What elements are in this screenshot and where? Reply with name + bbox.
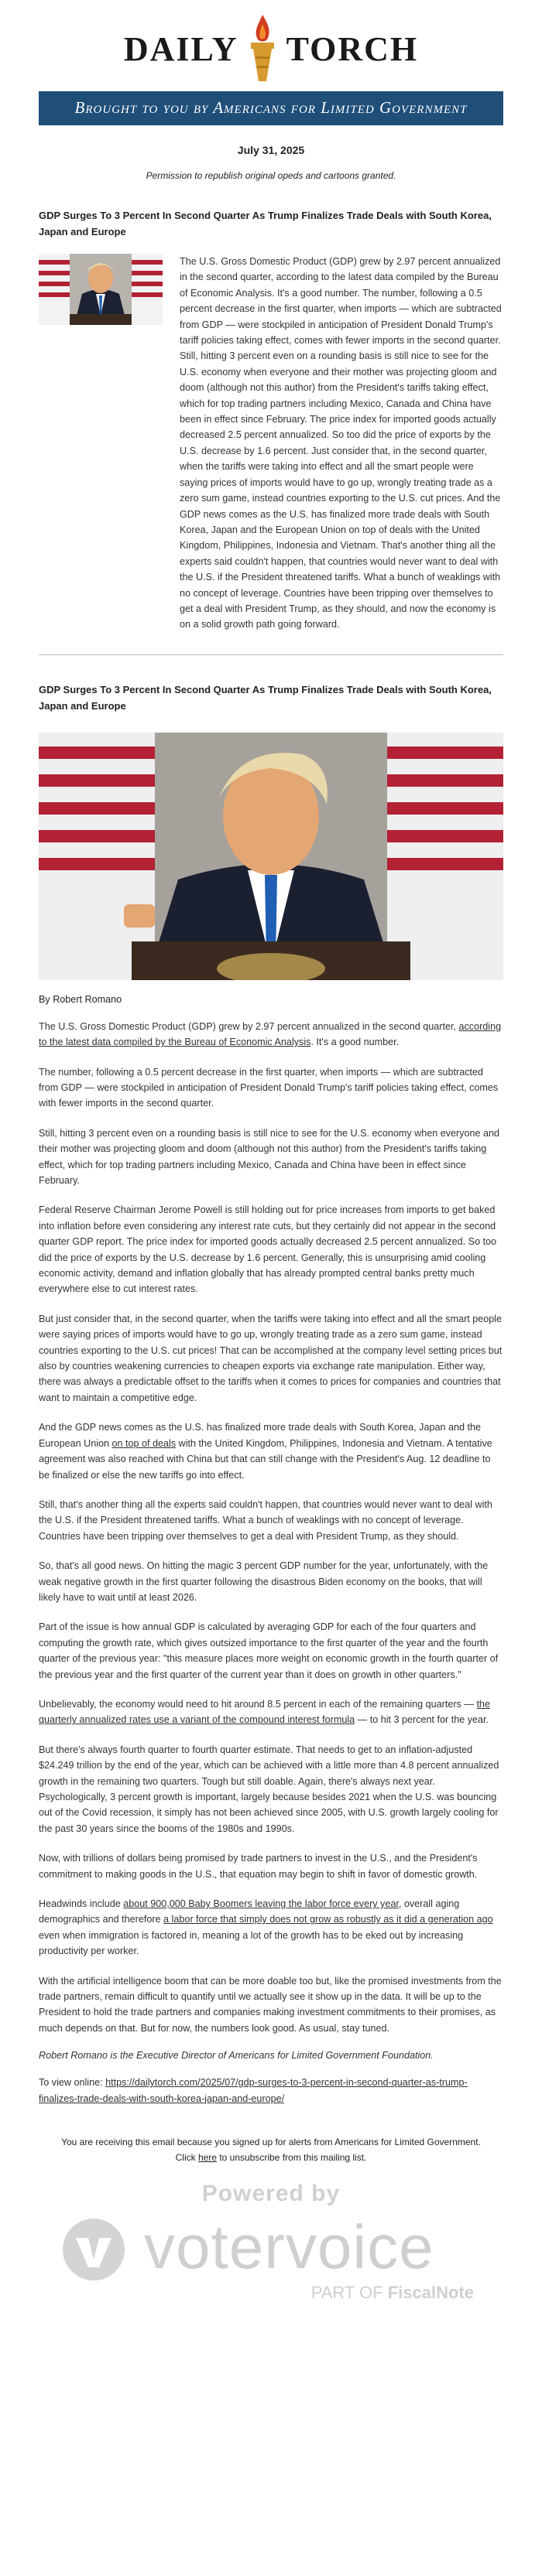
fiscalnote-wordmark: PART OF FiscalNote bbox=[310, 2283, 474, 2303]
summary-headline[interactable]: GDP Surges To 3 Percent In Second Quarter As Trump Finalizes Trade Deals with South Korea, Japan and Europe bbox=[39, 210, 492, 237]
unsubscribe-line: Click here to unsubscribe from this mailing list. bbox=[175, 2152, 367, 2164]
article-paragraph: And the GDP news comes as the U.S. has finalized more trade deals with South Korea, Japan and the European Union on top of deals with the United Kingdom, Philippines, Indonesia and Vietnam. A tentative agreement was also reached with China but that can still change with the President's Aug. 12 deadline to be finalized or else the new tariffs go into effect. bbox=[39, 1422, 492, 1481]
summary-text: The U.S. Gross Domestic Product (GDP) grew by 2.97 percent annualized in the second quarter, according to the latest data compiled by the Bureau of Economic Analysis. It's a good number. The number, following a 0.5 percent decrease in the first quarter, when imports — which are subtracted from GDP — were stockpiled in anticipation of President Donald Trump's tariff policies taking effect, comes with fewer imports in the second quarter. Still, hitting 3 percent even on a rounding basis is still nice to see for the U.S. economy when everyone and their mother was projecting gloom and doom (although not this author) from the President's tariffs taking effect, which for top trading partners including Mexico, Canada and China have been in effect since February. The price index for imported goods actually decreased 2.5 percent annualized. So too did the price of exports by the U.S. decrease by 1.6 percent. Just consider that, in the second quarter, when the tariffs were taking into effect and all the smart people were saying prices of imports would have to go up, wrongly treating trade as a zero sum game, instead countries exporting to the U.S. cut prices. And the GDP news comes as the U.S. has finalized more trade deals with South Korea, Japan and the European Union on top of deals with the United Kingdom, Philippines, Indonesia and Vietnam. That's another thing all the experts said couldn't happen, that countries would never want to deal with the U.S. if the President threatened tariffs. What a bunch of weaklings with no concept of leverage. Countries have been tripping over themselves to get a deal with President Trump, as they should, and now the economy is on a solid growth path going forward. bbox=[180, 256, 502, 630]
powered-by-logo[interactable] bbox=[39, 2181, 503, 2312]
torch-icon bbox=[245, 13, 280, 84]
article-byline: By Robert Romano bbox=[39, 993, 122, 1005]
votervoice-logo-icon bbox=[59, 2215, 129, 2284]
tagline-bar bbox=[39, 91, 503, 125]
article-paragraph: Still, hitting 3 percent even on a rounding basis is still nice to see for the U.S. economy when everyone and their mother was projecting gloom and doom (although not this author) from the President's tariffs taking effect, which for top trading partners including Mexico, Canada and China have been in effect since February. bbox=[39, 1127, 500, 1186]
author-bio: Robert Romano is the Executive Director of Americans for Limited Government Foundation. bbox=[39, 2050, 434, 2062]
article-hero-image[interactable] bbox=[39, 733, 503, 980]
votervoice-wordmark: votervoice bbox=[144, 2212, 434, 2282]
receiving-note: You are receiving this email because you signed up for alerts from Americans for Limited Government. bbox=[61, 2137, 481, 2148]
article-headline[interactable]: GDP Surges To 3 Percent In Second Quarter As Trump Finalizes Trade Deals with South Korea, Japan and Europe bbox=[39, 683, 492, 712]
trade-deals-link[interactable]: on top of deals bbox=[111, 1437, 177, 1449]
article-paragraph: But there's always fourth quarter to fourth quarter estimate. That needs to get to an inflation-adjusted $24.249 trillion by the end of the year, which can be achieved with a little more than 4.8 percent annualized growth in the remaining two quarters. Tough but still doable. Again, there's always next year. Psychologically, 3 percent growth is important, largely because besides 2021 when the U.S. was bouncing out of the Covid recession, it simply has not been achieved since 2005, with U.S. growth largely cooling for the past 30 years since the booms of the 1980s and 1990s. bbox=[39, 1744, 499, 1834]
email-container bbox=[39, 0, 503, 2312]
compound-interest-link[interactable]: the quarterly annualized rates use a variant of the compound interest formula bbox=[39, 1698, 490, 1726]
tagline-text: Brought to you by Americans for Limited Government bbox=[74, 98, 468, 117]
powered-by-text: Powered by bbox=[201, 2181, 341, 2207]
article-paragraph: So, that's all good news. On hitting the magic 3 percent GDP number for the year, unfortunately, with the weak negative growth in the first quarter following the disastrous Biden economy on the books, that will likely have to wait until at least 2026. bbox=[39, 1560, 489, 1603]
article-paragraph: Now, with trillions of dollars being promised by trade partners to invest in the U.S., and the President's commitment to making goods in the U.S., that equation may begin to shift in favor of domestic growth. bbox=[39, 1853, 478, 1880]
article-thumbnail-image[interactable] bbox=[39, 254, 163, 325]
article-paragraph: The number, following a 0.5 percent decrease in the first quarter, when imports — which are subtracted from GDP — were stockpiled in anticipation of President Donald Trump's tariff policies taking effect, comes with fewer imports in the second quarter. bbox=[39, 1066, 499, 1109]
article-paragraph: The U.S. Gross Domestic Product (GDP) grew by 2.97 percent annualized in the second quarter, according to the latest data compiled by the Bureau of Economic Analysis. It's a good number. bbox=[39, 1020, 502, 1048]
article-body bbox=[39, 1019, 503, 2037]
labor-force-link[interactable]: a labor force that simply does not grow as robustly as it did a generation ago bbox=[163, 1914, 493, 1925]
article-paragraph: With the artificial intelligence boom that can be more doable too but, like the promised investments from the trade partners, remain difficult to quantify until we actually see it show up in the data. It will be up to the President to hold the trade partners and companies making investment commitments to their promises, as much depends on that. But for now, the numbers look good. As usual, stay tuned. bbox=[39, 1975, 502, 2034]
view-online: To view online: https://dailytorch.com/2025/07/gdp-surges-to-3-percent-in-second-quarter-as-trump-finalizes-trade-deals-with-south-korea-japan-and-europe/ bbox=[39, 2077, 468, 2104]
article-paragraph: Part of the issue is how annual GDP is calculated by averaging GDP for each of the four quarters and computing the growth rate, which gives outsized importance to the first quarter of the year and the fourth quarter of the previous year: "this measure places more weight on economic growth in the fourth quarter of the previous year and the first quarter of the current year than it does on growth in other quarters." bbox=[39, 1621, 499, 1680]
article-paragraph: Still, that's another thing all the experts said couldn't happen, that countries would never want to deal with the U.S. if the President threatened tariffs. What a bunch of weaklings with no concept of leverage. Countries have been tripping over themselves to get a deal with President Trump, as they should. bbox=[39, 1498, 492, 1542]
permission-note: Permission to republish original opeds and cartoons granted. bbox=[146, 170, 396, 181]
masthead bbox=[39, 0, 503, 87]
article-paragraph: Unbelievably, the economy would need to hit around 8.5 percent in each of the remaining quarters — the quarterly annualized rates use a variant of the compound interest formula — to hit 3 percent for the year. bbox=[39, 1698, 490, 1726]
unsubscribe-link[interactable]: here bbox=[197, 2152, 217, 2164]
masthead-word-daily: DAILY bbox=[123, 29, 238, 68]
baby-boomers-link[interactable]: about 900,000 Baby Boomers leaving the labor force every year bbox=[123, 1898, 399, 1910]
view-online-link[interactable]: https://dailytorch.com/2025/07/gdp-surges-to-3-percent-in-second-quarter-as-trump-finalizes-trade-deals-with-south-korea-japan-and-europe/ bbox=[39, 2077, 468, 2104]
article-paragraph: Headwinds include about 900,000 Baby Boomers leaving the labor force every year, overall aging demographics and therefore a labor force that simply does not grow as robustly as it did a generation ago even when immigration is factored in, meaning a lot of the growth has to be eked out by increasing productivity per worker. bbox=[39, 1898, 493, 1957]
email-footer bbox=[39, 2134, 503, 2165]
section-divider bbox=[39, 654, 503, 655]
bea-data-link[interactable]: according to the latest data compiled by the Bureau of Economic Analysis bbox=[39, 1020, 502, 1048]
article-paragraph: Federal Reserve Chairman Jerome Powell is still holding out for price increases from imports to get baked into inflation before even considering any interest rate cuts, but they certainly did not appear in the second quarter GDP report. The price index for imported goods actually decreased 2.5 percent annualized. So too did the price of exports by the U.S. decrease by 1.6 percent. Generally, this is unsurprising amid cooling economic activity, demand and inflation globally that has already prompted central banks pretty much everywhere else to cut interest rates. bbox=[39, 1204, 497, 1295]
article-paragraph: But just consider that, in the second quarter, when the tariffs were taking into effect and all the smart people were saying prices of imports would have to go up, wrongly treating trade as a zero sum game, instead countries exporting to the U.S. cut prices! That can be accomplished at the company level setting prices but also by countries weakening currencies to cheapen exports via exchange rate manipulation. Either way, there was always a predictable offset to the tariffs when it comes to prices for companies and countries that want to maintain a competitive edge. bbox=[39, 1313, 503, 1403]
summary-block bbox=[39, 254, 503, 633]
issue-date: July 31, 2025 bbox=[237, 144, 305, 156]
masthead-word-torch: TORCH bbox=[286, 29, 419, 68]
